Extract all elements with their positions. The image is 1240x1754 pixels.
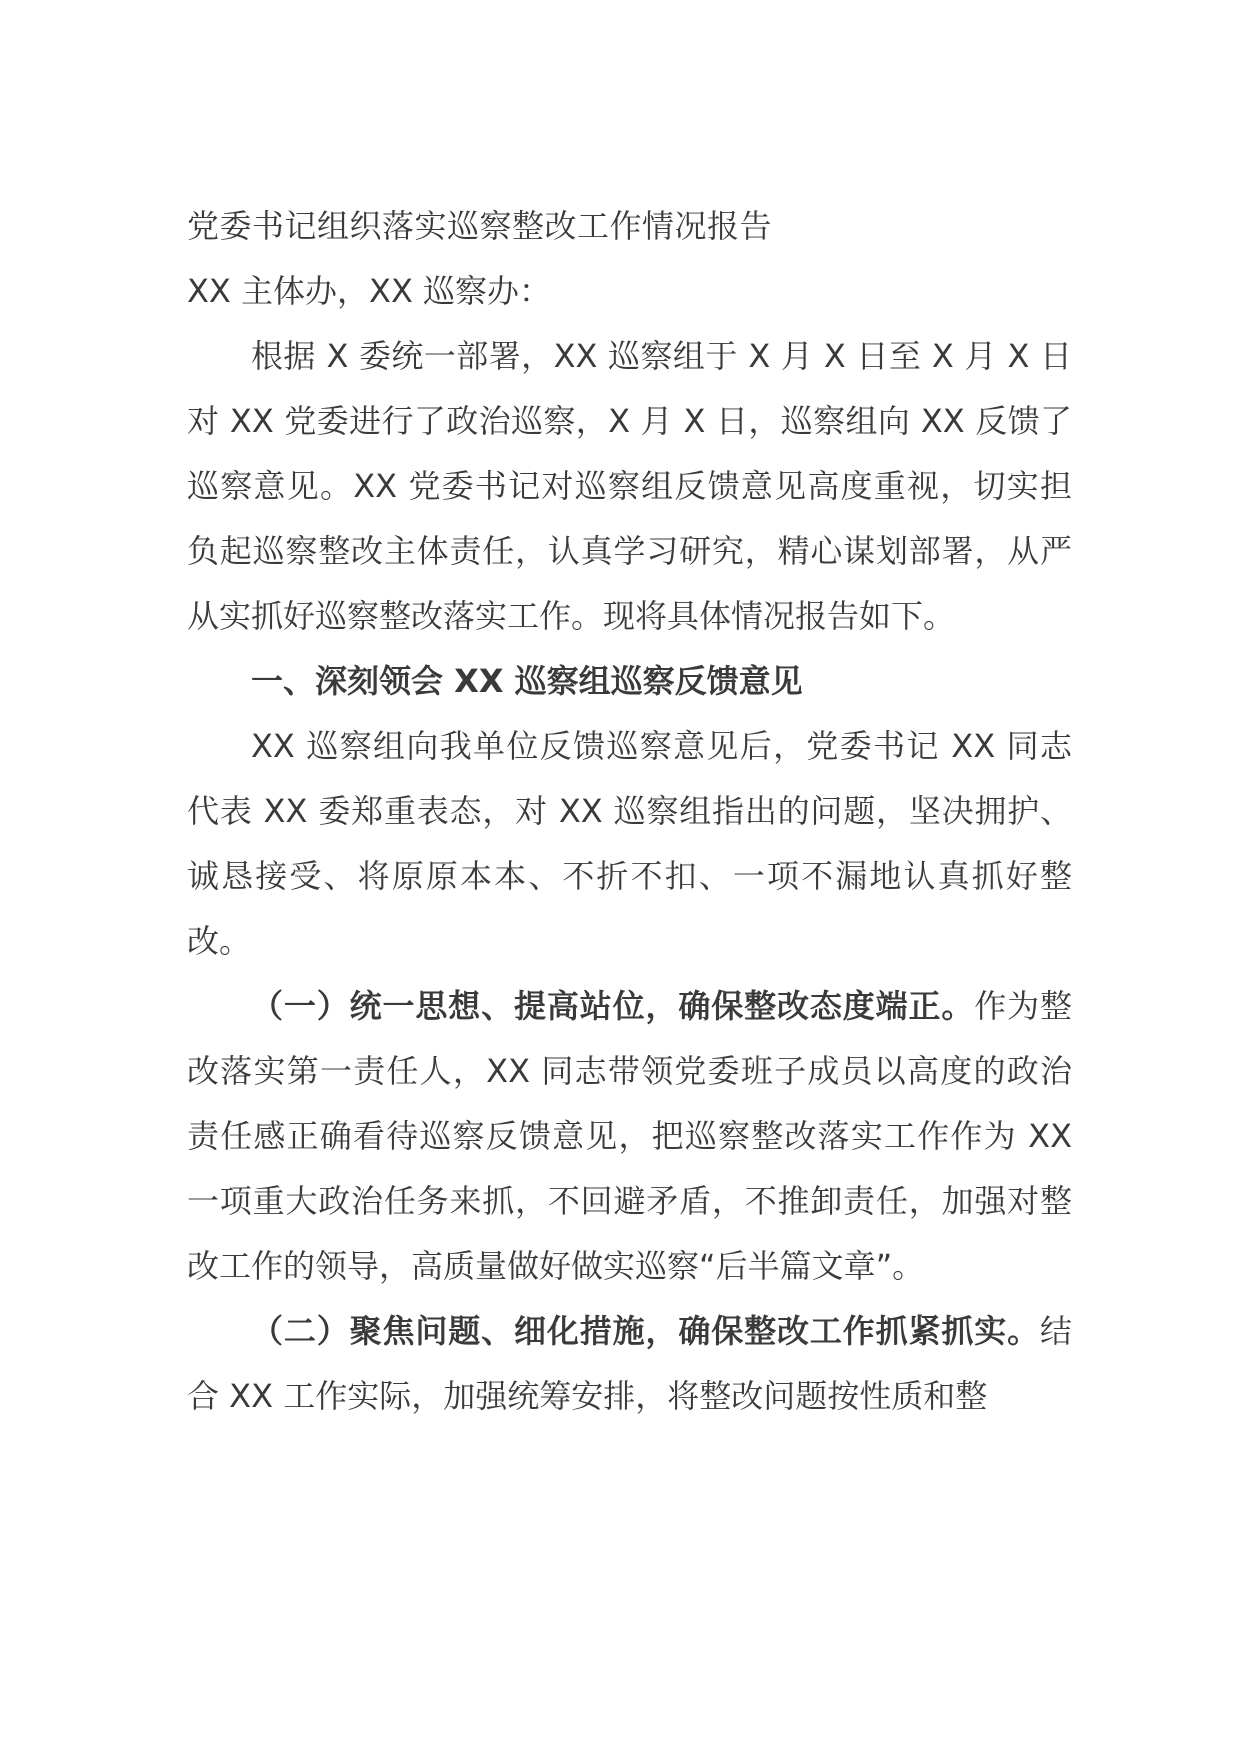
salutation: XX 主体办，XX 巡察办：	[187, 272, 552, 310]
document-title: 党委书记组织落实巡察整改工作情况报告	[187, 207, 773, 245]
subsection-2-text: 结合 XX 工作实际，加强统筹安排，将整改问题按性质和整	[187, 1312, 1072, 1415]
subsection-1-title: （一）统一思想、提高站位，确保整改态度端正。	[251, 987, 975, 1025]
subsection-1-paragraph	[187, 974, 1072, 1299]
intro-paragraph: 根据 X 委统一部署，XX 巡察组于 X 月 X 日至 X 月 X 日对 XX 党委进行了政治巡察，X 月 X 日，巡察组向 XX 反馈了巡察意见。XX 党委书记对巡察组反馈意见高度重视，切实担负起巡察整改主体责任，认真学习研究，精心谋划部署，从严从实抓好巡察整改落实工作。现将具体情况报告如下。	[187, 337, 1072, 635]
subsection-1-text: 作为整改落实第一责任人，XX 同志带领党委班子成员以高度的政治责任感正确看待巡察反馈意见，把巡察整改落实工作作为 XX 一项重大政治任务来抓，不回避矛盾，不推卸责任，加强对整改工作的领导，高质量做好做实巡察“后半篇文章”。	[187, 987, 1072, 1285]
subsection-2-title: （二）聚焦问题、细化措施，确保整改工作抓紧抓实。	[251, 1312, 1040, 1350]
subsection-2-paragraph	[187, 1299, 1072, 1429]
section-1-heading: 一、深刻领会 XX 巡察组巡察反馈意见	[251, 662, 803, 700]
document-body	[187, 194, 1072, 1429]
section-1-paragraph: XX 巡察组向我单位反馈巡察意见后，党委书记 XX 同志代表 XX 委郑重表态，对 XX 巡察组指出的问题，坚决拥护、诚恳接受、将原原本本、不折不扣、一项不漏地认真抓好整改。	[187, 727, 1072, 960]
